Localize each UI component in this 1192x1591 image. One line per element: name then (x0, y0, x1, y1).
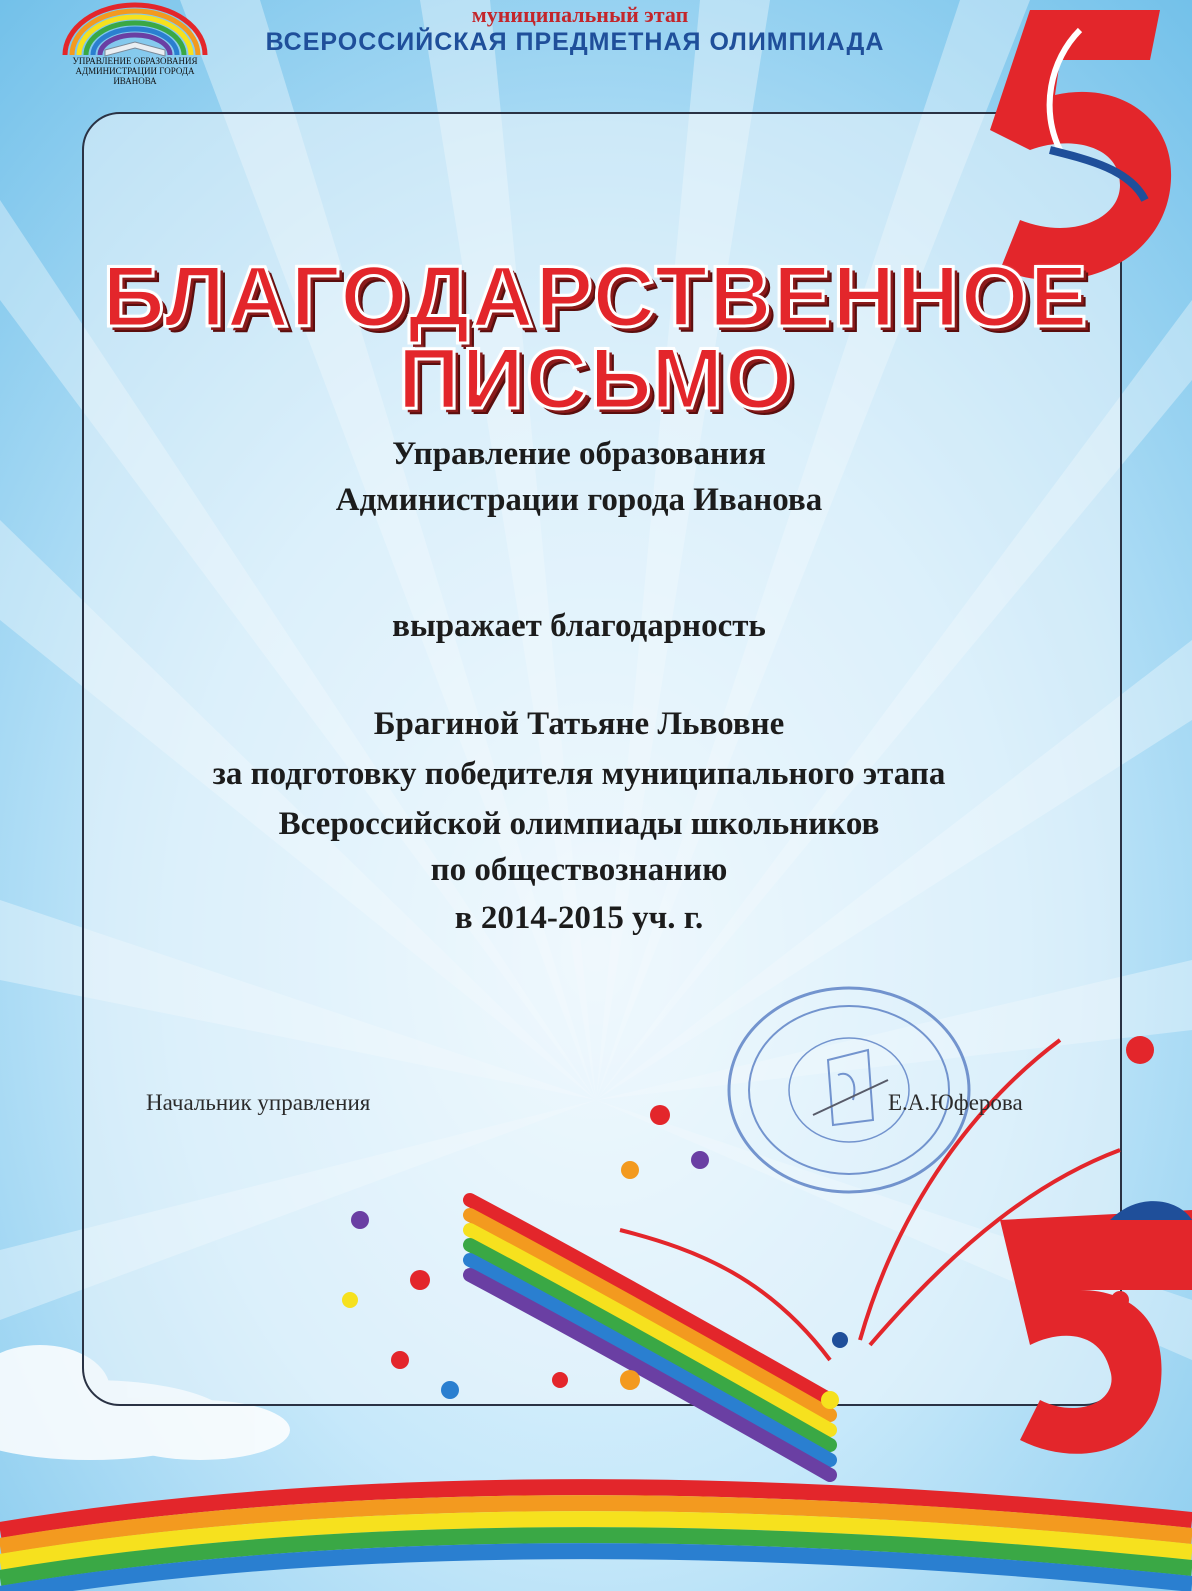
reason-line-2: Всероссийской олимпиады школьников (278, 806, 880, 842)
letter-title-line-2: ПИСЬМО (398, 331, 794, 427)
recipient-name: Брагиной Татьяне Львовне (373, 706, 785, 742)
signatory-role: Начальник управления (146, 1090, 371, 1115)
rainbow-book-logo-icon (55, 0, 215, 60)
issuer-line-2: Администрации города Иванова (335, 482, 823, 518)
signatory-name: Е.А.Юферова (888, 1090, 1023, 1115)
logo (55, 0, 215, 92)
reason-line-3: по обществознанию (430, 852, 728, 888)
reason-line-4: в 2014-2015 уч. г. (454, 900, 704, 936)
expresses-line: выражает благодарность (392, 608, 766, 644)
reason-line-1: за подготовку победителя муниципального этапа (212, 756, 946, 792)
header-subtitle: муниципальный этап (471, 2, 689, 27)
issuer-line-1: Управление образования (392, 436, 766, 472)
header-title: ВСЕРОССИЙСКАЯ ПРЕДМЕТНАЯ ОЛИМПИАДА (265, 28, 885, 56)
logo-caption: УПРАВЛЕНИЕ ОБРАЗОВАНИЯ АДМИНИСТРАЦИИ ГОРОДА ИВАНОВА (72, 56, 198, 86)
letter-title-line-1: БЛАГОДАРСТВЕННОЕ (102, 249, 1090, 345)
